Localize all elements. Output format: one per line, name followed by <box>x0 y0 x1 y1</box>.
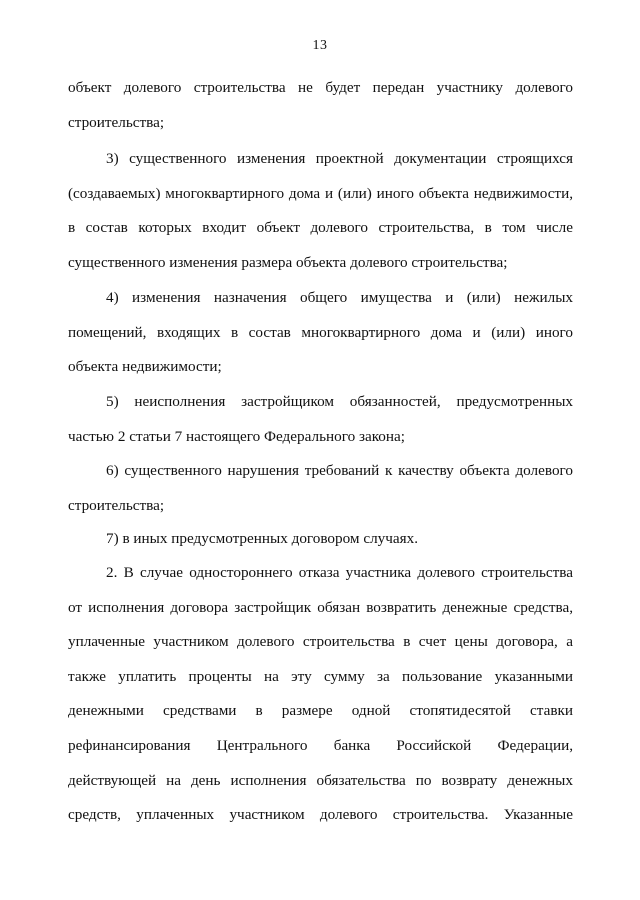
paragraph-line: от исполнения договора застройщик обязан возвратить денежные средства, <box>68 598 573 616</box>
paragraph-line: средств, уплаченных участником долевого строительства. Указанные <box>68 806 573 824</box>
paragraph-line: 4) изменения назначения общего имущества и (или) нежилых <box>106 289 573 306</box>
page-number: 13 <box>312 38 328 53</box>
paragraph-line: действующей на день исполнения обязательства по возврату денежных <box>68 771 573 789</box>
paragraph-line: 7) в иных предусмотренных договором случаях. <box>106 530 419 547</box>
paragraph-line: денежными средствами в размере одной стопятидесятой ставки <box>68 702 573 720</box>
paragraph-line: частью 2 статьи 7 настоящего Федерального закона; <box>68 427 405 445</box>
paragraph-line: объекта недвижимости; <box>68 358 222 376</box>
paragraph-line: существенного изменения размера объекта долевого строительства; <box>68 253 508 271</box>
paragraph-line: также уплатить проценты на эту сумму за пользование указанными <box>68 667 573 685</box>
paragraph-line: 3) существенного изменения проектной документации строящихся <box>106 150 573 167</box>
paragraph-item-7 <box>68 522 573 557</box>
paragraph-line: 6) существенного нарушения требований к качеству объекта долевого <box>106 462 573 479</box>
paragraph-line: 5) неисполнения застройщиком обязанностей, предусмотренных <box>106 393 573 410</box>
paragraph-line: строительства; <box>68 113 165 131</box>
paragraph-line: помещений, входящих в состав многоквартирного дома и (или) иного <box>68 323 573 341</box>
paragraph-line: 2. В случае одностороннего отказа участника долевого строительства <box>106 564 573 581</box>
paragraph-line: рефинансирования Центрального банка Российской Федерации, <box>68 736 573 754</box>
paragraph-item-4 <box>68 281 573 385</box>
paragraph-line: строительства; <box>68 496 165 514</box>
paragraph-item-5 <box>68 385 573 454</box>
paragraph-continuation <box>68 71 573 140</box>
paragraph-item-3 <box>68 142 573 280</box>
paragraph-line: уплаченные участником долевого строительства в счет цены договора, а <box>68 633 573 651</box>
paragraph-line: в состав которых входит объект долевого строительства, в том числе <box>68 219 573 237</box>
paragraph-line: (создаваемых) многоквартирного дома и (или) иного объекта недвижимости, <box>68 184 573 202</box>
paragraph-clause-2 <box>68 556 573 833</box>
paragraph-line: объект долевого строительства не будет передан участнику долевого <box>68 79 573 96</box>
paragraph-item-6 <box>68 454 573 523</box>
